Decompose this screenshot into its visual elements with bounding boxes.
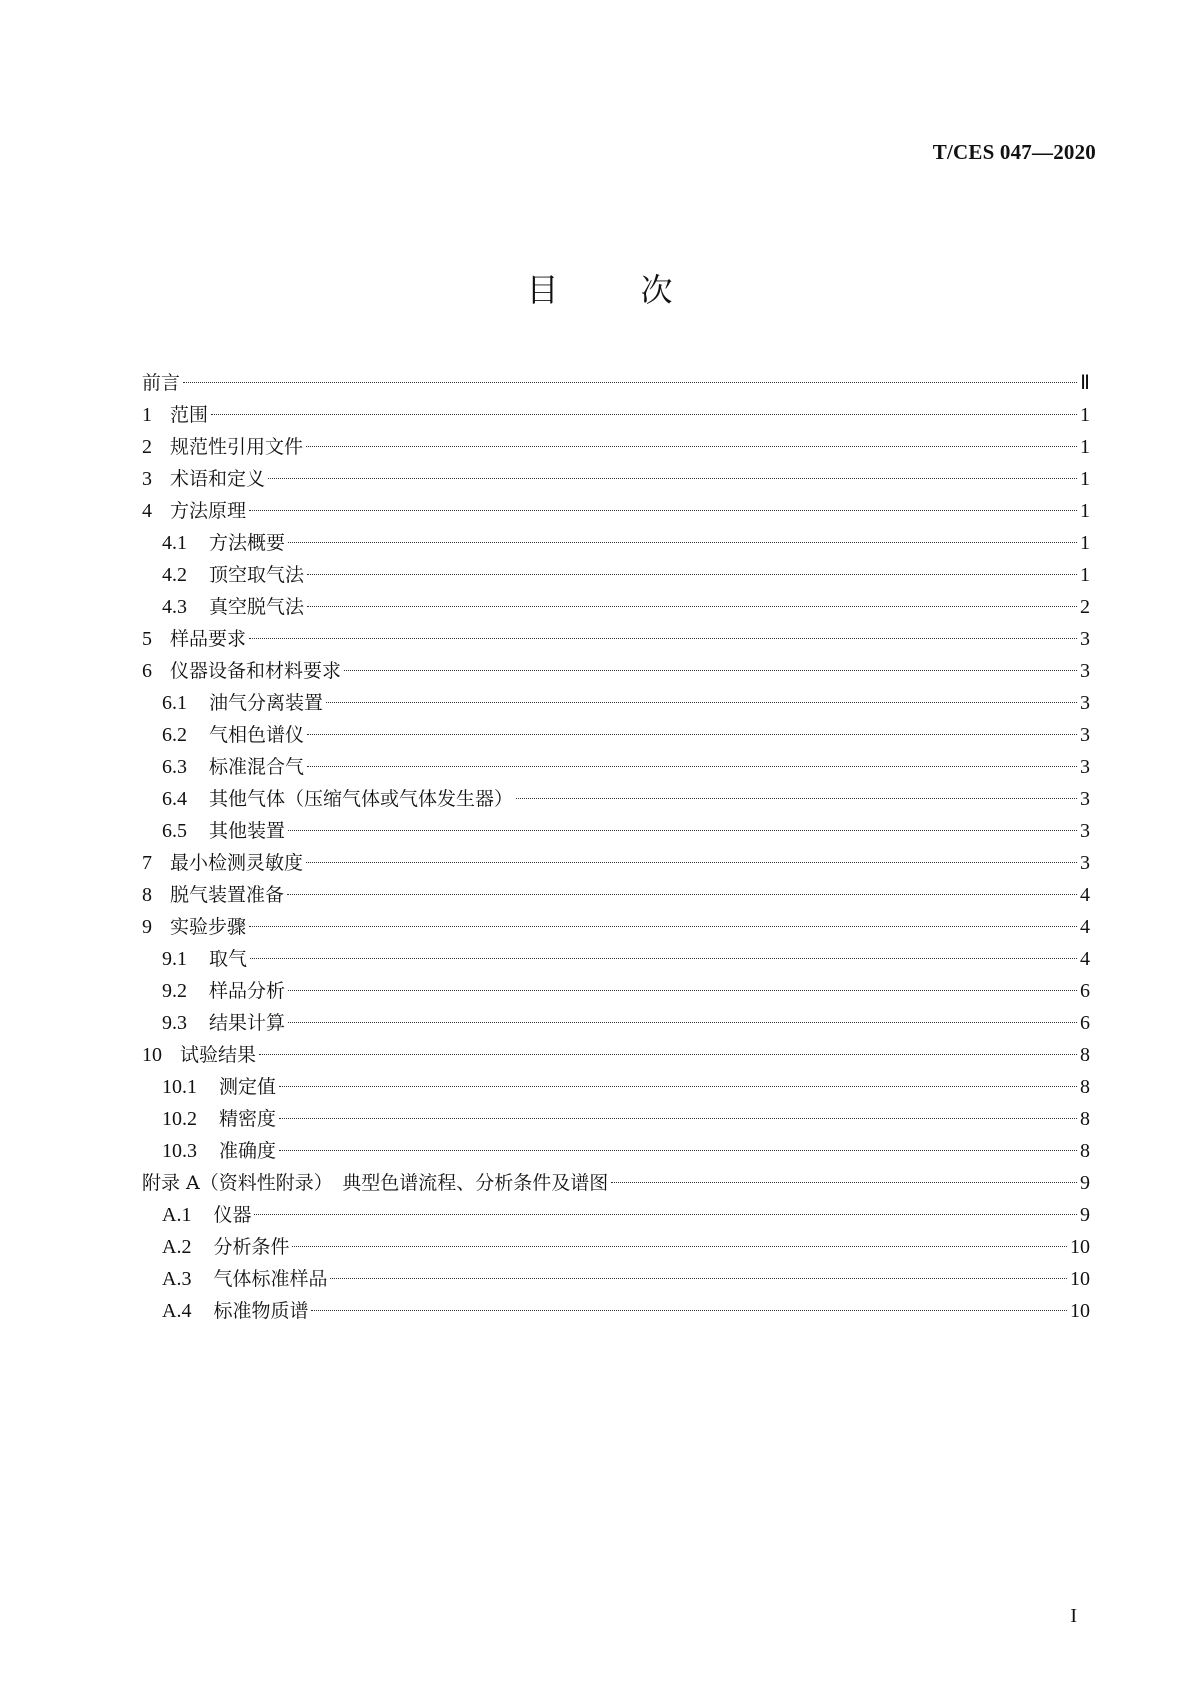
toc-entry-page: 10: [1070, 1300, 1090, 1322]
toc-entry-page: 9: [1080, 1204, 1090, 1226]
toc-dot-leader: [288, 830, 1077, 831]
toc-entry-label: 油气分离装置: [209, 692, 324, 714]
toc-dot-leader: [292, 1246, 1067, 1247]
toc-entry[interactable]: [142, 399, 1090, 431]
toc-entry-number: 10.3: [162, 1140, 197, 1162]
toc-entry-number: 6.3: [162, 756, 187, 778]
toc-dot-leader: [307, 734, 1077, 735]
toc-entry-page: 1: [1080, 404, 1090, 426]
toc-dot-leader: [250, 958, 1077, 959]
toc-dot-leader: [279, 1086, 1077, 1087]
toc-entry-label: 标准混合气: [209, 756, 305, 778]
toc-dot-leader: [288, 542, 1077, 543]
toc-entry-page: 9: [1080, 1172, 1090, 1194]
toc-entry[interactable]: [142, 1199, 1090, 1231]
toc-entry-label: 仪器设备和材料要求: [170, 660, 342, 682]
toc-entry[interactable]: [142, 655, 1090, 687]
toc-entry[interactable]: [142, 463, 1090, 495]
toc-entry[interactable]: [142, 1135, 1090, 1167]
toc-dot-leader: [288, 1022, 1077, 1023]
toc-entry[interactable]: [142, 783, 1090, 815]
toc-entry-number: 10: [142, 1044, 162, 1066]
toc-entry-label: 附录 A（资料性附录） 典型色谱流程、分析条件及谱图: [142, 1172, 609, 1194]
toc-entry-number: 6.5: [162, 820, 187, 842]
toc-entry-number: A.4: [162, 1300, 192, 1322]
toc-dot-leader: [307, 606, 1077, 607]
toc-entry[interactable]: [142, 719, 1090, 751]
toc-entry-page: 3: [1080, 756, 1090, 778]
toc-entry-label: 脱气装置准备: [170, 884, 285, 906]
toc-entry-page: 8: [1080, 1140, 1090, 1162]
toc-entry[interactable]: [142, 1103, 1090, 1135]
toc-entry[interactable]: [142, 1295, 1090, 1327]
toc-dot-leader: [288, 990, 1077, 991]
toc-dot-leader: [326, 702, 1077, 703]
toc-entry-page: 8: [1080, 1044, 1090, 1066]
toc-dot-leader: [344, 670, 1077, 671]
toc-entry-page: 4: [1080, 948, 1090, 970]
toc-entry-page: 10: [1070, 1268, 1090, 1290]
toc-dot-leader: [183, 382, 1077, 383]
toc-entry-page: 1: [1080, 500, 1090, 522]
toc-dot-leader: [330, 1278, 1067, 1279]
toc-entry[interactable]: [142, 1007, 1090, 1039]
toc-entry[interactable]: [142, 623, 1090, 655]
toc-entry-page: 3: [1080, 628, 1090, 650]
toc-entry-number: 8: [142, 884, 152, 906]
toc-entry[interactable]: [142, 1071, 1090, 1103]
toc-entry[interactable]: [142, 367, 1090, 399]
toc-entry-page: 6: [1080, 980, 1090, 1002]
toc-dot-leader: [254, 1214, 1077, 1215]
toc-entry[interactable]: [142, 431, 1090, 463]
toc-entry-page: 2: [1080, 596, 1090, 618]
toc-entry-number: 4.3: [162, 596, 187, 618]
toc-dot-leader: [268, 478, 1077, 479]
toc-entry-label: 范围: [170, 404, 209, 426]
toc-entry[interactable]: [142, 1263, 1090, 1295]
toc-entry-page: 10: [1070, 1236, 1090, 1258]
toc-entry-page: 3: [1080, 724, 1090, 746]
toc-entry-number: 6.1: [162, 692, 187, 714]
toc-entry-page: 1: [1080, 436, 1090, 458]
toc-entry[interactable]: [142, 1167, 1090, 1199]
toc-dot-leader: [307, 574, 1077, 575]
toc-entry-label: 准确度: [219, 1140, 277, 1162]
toc-dot-leader: [311, 1310, 1067, 1311]
toc-dot-leader: [306, 446, 1077, 447]
toc-entry-number: 2: [142, 436, 152, 458]
toc-entry-number: 4.2: [162, 564, 187, 586]
toc-dot-leader: [611, 1182, 1077, 1183]
toc-entry[interactable]: [142, 1039, 1090, 1071]
toc-entry-number: 5: [142, 628, 152, 650]
document-code: T/CES 047—2020: [932, 140, 1096, 164]
toc-entry-label: 样品要求: [170, 628, 247, 650]
toc-entry-label: 方法概要: [209, 532, 286, 554]
toc-entry[interactable]: [142, 527, 1090, 559]
toc-entry[interactable]: [142, 943, 1090, 975]
toc-dot-leader: [259, 1054, 1077, 1055]
toc-entry-label: 气相色谱仪: [209, 724, 305, 746]
toc-entry-label: 试验结果: [180, 1044, 257, 1066]
toc-entry-label: 规范性引用文件: [170, 436, 304, 458]
toc-entry-label: 最小检测灵敏度: [170, 852, 304, 874]
toc-entry-label: 仪器: [213, 1204, 252, 1226]
toc-dot-leader: [307, 766, 1077, 767]
toc-entry-number: 10.2: [162, 1108, 197, 1130]
toc-dot-leader: [249, 926, 1077, 927]
toc-entry-number: 4.1: [162, 532, 187, 554]
title-char-2: 次: [640, 271, 675, 309]
toc-entry-number: A.3: [162, 1268, 192, 1290]
toc-entry-page: 1: [1080, 532, 1090, 554]
toc-entry-label: 测定值: [219, 1076, 277, 1098]
toc-entry-label: 样品分析: [209, 980, 286, 1002]
toc-dot-leader: [516, 798, 1077, 799]
toc-entry-number: 3: [142, 468, 152, 490]
toc-entry-number: 9.1: [162, 948, 187, 970]
toc-entry[interactable]: [142, 751, 1090, 783]
toc-entry[interactable]: [142, 847, 1090, 879]
toc-entry-page: 8: [1080, 1108, 1090, 1130]
toc-entry-label: 精密度: [219, 1108, 277, 1130]
toc-entry-page: Ⅱ: [1080, 372, 1090, 394]
toc-entry-label: 实验步骤: [170, 916, 247, 938]
toc-entry-page: 3: [1080, 788, 1090, 810]
toc-entry[interactable]: [142, 911, 1090, 943]
toc-entry-number: 6: [142, 660, 152, 682]
toc-entry-page: 6: [1080, 1012, 1090, 1034]
toc-entry[interactable]: [142, 975, 1090, 1007]
toc-entry[interactable]: [142, 879, 1090, 911]
toc-entry-label: 取气: [209, 948, 248, 970]
toc-entry-label: 真空脱气法: [209, 596, 305, 618]
toc-dot-leader: [211, 414, 1077, 415]
toc-entry-page: 1: [1080, 564, 1090, 586]
toc-dot-leader: [306, 862, 1077, 863]
toc-entry-label: 其他气体（压缩气体或气体发生器）: [209, 788, 514, 810]
toc-entry-number: A.2: [162, 1236, 192, 1258]
toc-entry[interactable]: [142, 687, 1090, 719]
page-number: I: [1070, 1605, 1077, 1627]
toc-entry-label: 术语和定义: [170, 468, 266, 490]
toc-entry-number: 6.4: [162, 788, 187, 810]
toc-entry-number: 10.1: [162, 1076, 197, 1098]
page-title: [0, 265, 1201, 311]
toc-entry-page: 4: [1080, 884, 1090, 906]
toc-entry[interactable]: [142, 1231, 1090, 1263]
toc-entry-number: 9.2: [162, 980, 187, 1002]
toc-entry-page: 4: [1080, 916, 1090, 938]
toc-entry-label: 其他装置: [209, 820, 286, 842]
toc-entry[interactable]: [142, 591, 1090, 623]
table-of-contents: [142, 367, 1090, 1327]
toc-entry-label: 顶空取气法: [209, 564, 305, 586]
toc-entry-page: 3: [1080, 852, 1090, 874]
toc-entry-page: 8: [1080, 1076, 1090, 1098]
toc-entry-number: 4: [142, 500, 152, 522]
title-char-1: 目: [526, 271, 561, 309]
toc-entry-number: 6.2: [162, 724, 187, 746]
toc-entry-label: 结果计算: [209, 1012, 286, 1034]
toc-entry-page: 3: [1080, 692, 1090, 714]
toc-entry[interactable]: [142, 815, 1090, 847]
toc-entry-page: 3: [1080, 820, 1090, 842]
toc-entry-label: 方法原理: [170, 500, 247, 522]
toc-entry-number: A.1: [162, 1204, 192, 1226]
toc-dot-leader: [279, 1150, 1077, 1151]
toc-entry-page: 1: [1080, 468, 1090, 490]
toc-entry-page: 3: [1080, 660, 1090, 682]
toc-entry[interactable]: [142, 559, 1090, 591]
toc-entry[interactable]: [142, 495, 1090, 527]
toc-entry-label: 前言: [142, 372, 181, 394]
toc-entry-number: 7: [142, 852, 152, 874]
toc-dot-leader: [287, 894, 1077, 895]
toc-entry-label: 分析条件: [213, 1236, 290, 1258]
toc-entry-label: 标准物质谱: [213, 1300, 309, 1322]
toc-entry-number: 1: [142, 404, 152, 426]
toc-dot-leader: [279, 1118, 1077, 1119]
toc-dot-leader: [249, 510, 1077, 511]
toc-dot-leader: [249, 638, 1077, 639]
toc-entry-number: 9.3: [162, 1012, 187, 1034]
toc-entry-number: 9: [142, 916, 152, 938]
toc-entry-label: 气体标准样品: [213, 1268, 328, 1290]
